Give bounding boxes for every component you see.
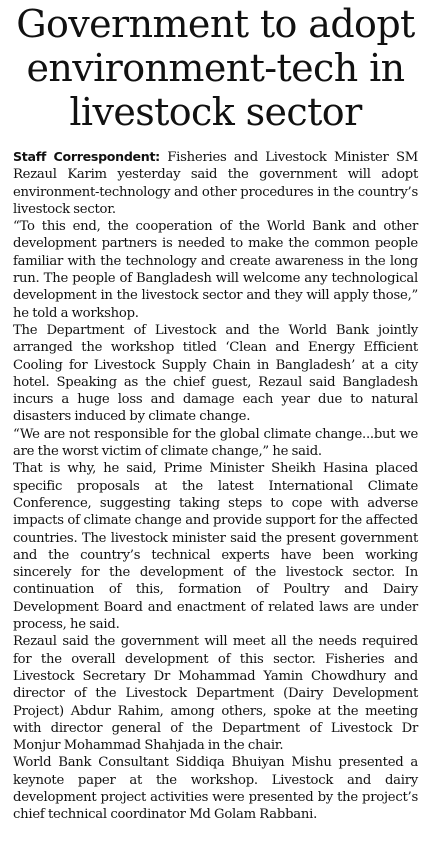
article-headline: Government to adopt environment-tech in livestock sector bbox=[16, 2, 415, 134]
article-body bbox=[13, 148, 418, 824]
article-paragraph-1-text: Fisheries and Livestock Minister SM Rezaul Karim yesterday said the government will adopt environment-technology and other procedures in the country’s livestock sector. bbox=[13, 150, 418, 217]
article-paragraph-7: World Bank Consultant Siddiqa Bhuiyan Mishu presented a keynote paper at the workshop. Livestock and dairy development project activities were presented by the project’s chief technical coordinator Md Golam Rabbani. bbox=[13, 755, 418, 823]
article-paragraph-3: The Department of Livestock and the World Bank jointly arranged the workshop titled ‘Clean and Energy Efficient Cooling for Livestock Supply Chain in Bangladesh’ at a city hotel. Speaking as the chief guest, Rezaul said Bangladesh incurs a huge loss and damage each year due to natural disasters induced by climate change. bbox=[13, 322, 418, 425]
article-paragraph-2: “To this end, the cooperation of the World Bank and other development partners is needed to make the common people familiar with the technology and create awareness in the long run. The people of Bangladesh will welcome any technological development in the livestock sector and they will apply those,” he told a workshop. bbox=[13, 219, 418, 321]
article-paragraph-6: Rezaul said the government will meet all the needs required for the overall development of this sector. Fisheries and Livestock Secretary Dr Mohammad Yamin Chowdhury and director of the Livestock Department (Dairy Development Project) Abdur Rahim, among others, spoke at the meeting with director general of the Department of Livestock Dr Monjur Mohammad Shahjada in the chair. bbox=[13, 634, 418, 754]
article-paragraph-4: “We are not responsible for the global climate change...but we are the worst victim of climate change,” he said. bbox=[13, 426, 418, 460]
article-paragraph-1 bbox=[13, 148, 418, 218]
byline: Staff Correspondent: bbox=[13, 149, 160, 164]
article-paragraph-5: That is why, he said, Prime Minister Sheikh Hasina placed specific proposals at the latest International Climate Conference, suggesting taking steps to cope with adverse impacts of climate change and provide support for the affected countries. The livestock minister said the present government and the country’s technical experts have been working sincerely for the development of the livestock sector. In continuation of this, formation of Poultry and Dairy Development Board and enactment of related laws are under process, he said. bbox=[13, 461, 418, 633]
